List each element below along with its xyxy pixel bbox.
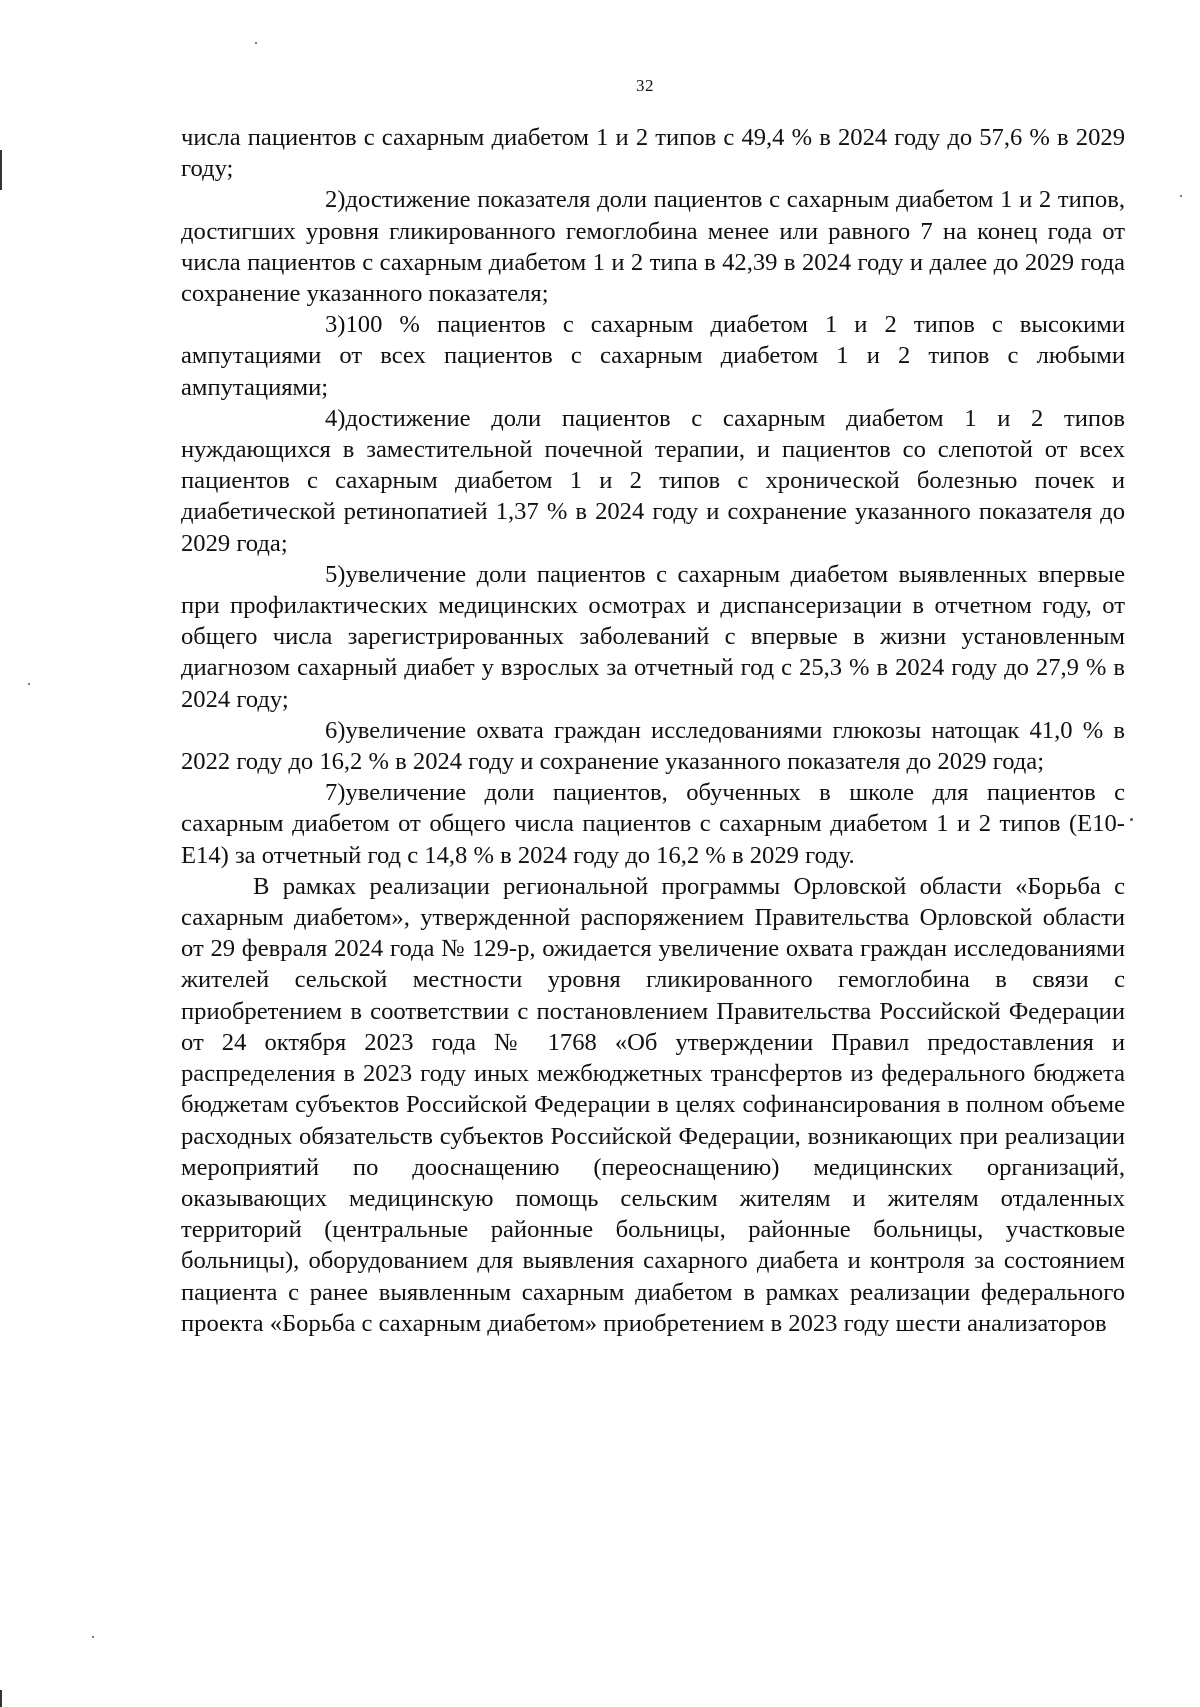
scan-speck	[1180, 195, 1182, 197]
list-item-text: достижение показателя доли пациентов с сахарным диабетом 1 и 2 типов, достигших уровня гликированного гемоглобина менее или равного 7 на конец года от числа пациентов с сахарным диабетом 1 и 2 типа в 42,39 в 2024 году и далее до 2029 года сохранение указанного показателя;	[181, 186, 1125, 308]
list-item-text: увеличение доли пациентов, обученных в школе для пациентов с сахарным диабетом от общего числа пациентов с сахарным диабетом 1 и 2 типов (Е10-Е14) за отчетный год с 14,8 % в 2024 году до 16,2 % в 2029 году.	[181, 779, 1125, 869]
list-item-number: 6)	[325, 716, 346, 744]
paragraph-continuation	[181, 122, 1125, 184]
list-item	[181, 184, 1125, 309]
list-item	[181, 403, 1125, 559]
list-item-number: 2)	[325, 186, 346, 214]
scan-edge-mark	[0, 1690, 2, 1707]
scan-speck	[255, 42, 257, 44]
scan-edge-mark	[0, 150, 2, 190]
scan-speck	[28, 683, 30, 685]
scan-speck	[1130, 818, 1133, 821]
list-item-text: 100 % пациентов с сахарным диабетом 1 и 2 типов с высокими ампутациями от всех пациентов с сахарным диабетом 1 и 2 типов с любыми ампутациями;	[181, 311, 1125, 401]
list-item	[181, 715, 1125, 777]
list-item-text: увеличение доли пациентов с сахарным диабетом выявленных впервые при профилактических медицинских осмотрах и диспансеризации в отчетном году, от общего числа зарегистрированных заболеваний с впервые в жизни установленным диагнозом сахарный диабет у взрослых за отчетный год с 25,3 % в 2024 году до 27,9 % в 2024 году;	[181, 560, 1125, 713]
list-item	[181, 559, 1125, 715]
scan-speck	[92, 1636, 94, 1638]
page-number: 32	[636, 76, 654, 95]
list-item-number: 7)	[325, 779, 346, 807]
list-item-number: 5)	[325, 560, 346, 588]
paragraph-text: числа пациентов с сахарным диабетом 1 и 2 типов с 49,4 % в 2024 году до 57,6 % в 2029 году;	[181, 124, 1125, 183]
paragraph	[181, 871, 1125, 1339]
list-item	[181, 777, 1125, 871]
list-item-text: увеличение охвата граждан исследованиями глюкозы натощак 41,0 % в 2022 году до 16,2 % в 2024 году и сохранение указанного показателя до 2029 года;	[181, 716, 1125, 776]
list-item	[181, 309, 1125, 403]
paragraph-text: В рамках реализации региональной программы Орловской области «Борьба с сахарным диабетом», утвержденной распоряжением Правительства Орловской области от 29 февраля 2024 года № 129-р, ожидается увеличение охвата граждан исследованиями жителей сельской местности уровня гликированного гемоглобина в связи с приобретением в соответствии с постановлением Правительства Российской Федерации от 24 октября 2023 года № 1768 «Об утверждении Правил предоставления и распределения в 2023 году иных межбюджетных трансфертов из федерального бюджета бюджетам субъектов Российской Федерации в целях софинансирования в полном объеме расходных обязательств субъектов Российской Федерации, возникающих при реализации мероприятий по дооснащению (переоснащению) медицинских организаций, оказывающих медицинскую помощь сельским жителям и жителям отдаленных территорий (центральные районные больницы, районные больницы, участковые больницы), оборудованием для выявления сахарного диабета и контроля за состоянием пациента с ранее выявленным сахарным диабетом в рамках реализации федерального проекта «Борьба с сахарным диабетом» приобретением в 2023 году шести анализаторов	[181, 872, 1125, 1337]
list-item-number: 3)	[325, 311, 346, 339]
list-item-number: 4)	[325, 404, 346, 432]
list-item-text: достижение доли пациентов с сахарным диабетом 1 и 2 типов нуждающихся в заместительной почечной терапии, и пациентов со слепотой от всех пациентов с сахарным диабетом 1 и 2 типов с хронической болезнью почек и диабетической ретинопатией 1,37 % в 2024 году и сохранение указанного показателя до 2029 года;	[181, 404, 1125, 557]
body-text	[181, 122, 1125, 1339]
